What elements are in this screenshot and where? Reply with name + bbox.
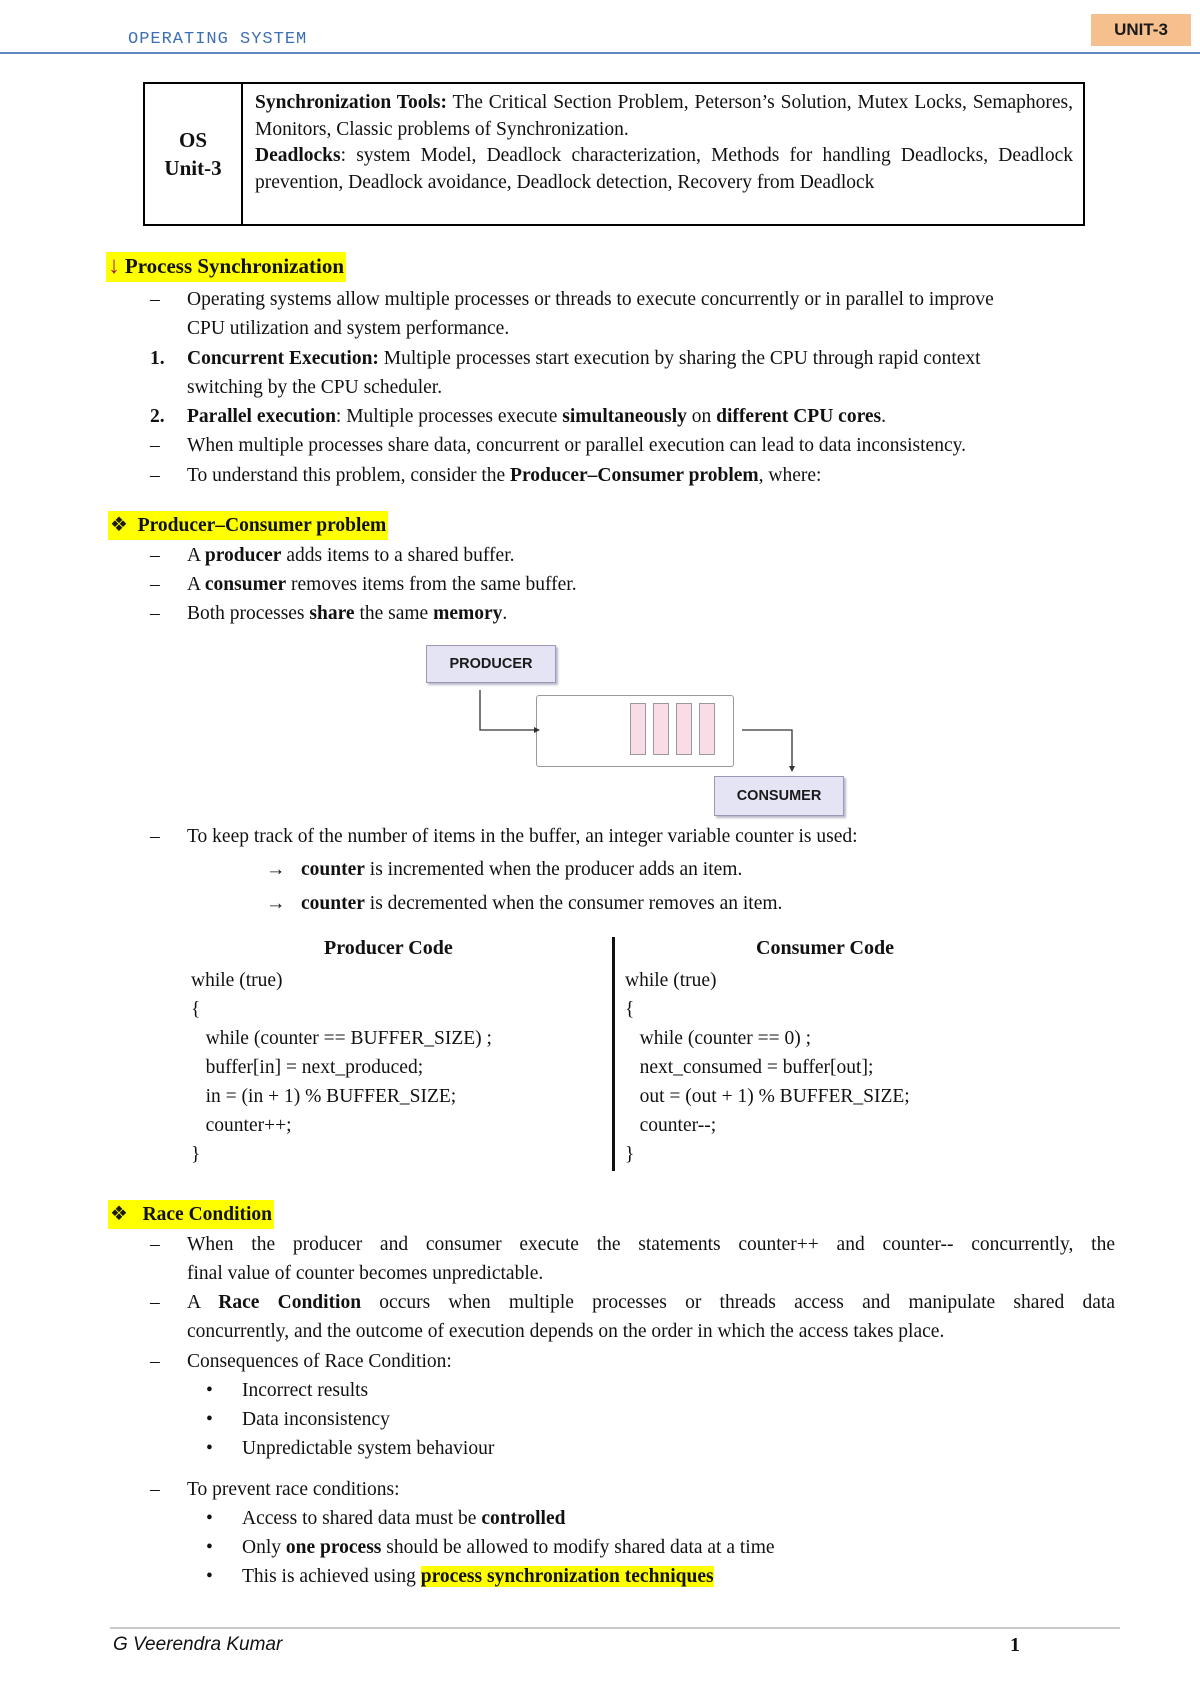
- code-line: while (counter == 0) ;: [625, 1028, 812, 1049]
- syllabus-table: [143, 82, 1085, 226]
- concurrent-exec-line-1: [187, 344, 1115, 373]
- code-line: }: [191, 1144, 201, 1165]
- producer-code: [191, 966, 492, 1169]
- right-arrow-icon: →: [266, 893, 286, 914]
- prevent-item: [242, 1504, 565, 1533]
- diamond-icon: ❖: [110, 1203, 128, 1225]
- race-desc-line-1: When the producer and consumer execute the statements counter++ and counter-- concurrently, the: [187, 1234, 1115, 1255]
- deadlock-topics: [255, 143, 1073, 196]
- item-number: 1.: [150, 348, 165, 369]
- text-span: removes items from the same buffer.: [286, 574, 577, 595]
- consequence-item: Unpredictable system behaviour: [242, 1438, 495, 1459]
- race-def-line-2: concurrently, and the outcome of execution depends on the order in which the access takes place.: [187, 1321, 945, 1342]
- text-span: different CPU cores: [716, 406, 882, 427]
- consumer-code: [625, 966, 910, 1169]
- sync-label: Synchronization Tools:: [255, 92, 447, 113]
- code-line: }: [625, 1144, 635, 1165]
- dash-bullet: –: [150, 1351, 160, 1372]
- consumer-box: CONSUMER: [714, 776, 844, 816]
- understand-line: [187, 461, 1115, 490]
- code-divider: [612, 937, 615, 1171]
- prevent-item: [242, 1562, 714, 1591]
- dash-bullet: –: [150, 1479, 160, 1500]
- text-span: memory: [433, 603, 503, 624]
- code-line: next_consumed = buffer[out];: [625, 1057, 874, 1078]
- process-sync-heading: [106, 252, 346, 282]
- code-line: {: [625, 999, 635, 1020]
- footer-author: G Veerendra Kumar: [113, 1634, 283, 1655]
- parallel-exec-label: Parallel execution: [187, 406, 336, 427]
- intro-line-2: CPU utilization and system performance.: [187, 318, 510, 339]
- text-span: Race Condition: [218, 1292, 362, 1313]
- code-line: while (counter == BUFFER_SIZE) ;: [191, 1028, 492, 1049]
- down-arrow-icon: ↓: [108, 253, 120, 279]
- header-rule: [0, 52, 1200, 54]
- text-span: controlled: [481, 1508, 566, 1529]
- text-span: .: [881, 406, 886, 427]
- producer-desc: [187, 541, 1115, 570]
- arrowhead-icon: [534, 727, 540, 733]
- consequences-title: Consequences of Race Condition:: [187, 1351, 452, 1372]
- sync-topics: [255, 90, 1073, 143]
- dash-bullet: –: [150, 465, 160, 486]
- code-line: buffer[in] = next_produced;: [191, 1057, 424, 1078]
- process-sync-title: Process Synchronization: [124, 254, 345, 278]
- code-line: out = (out + 1) % BUFFER_SIZE;: [625, 1086, 910, 1107]
- text-span: is incremented when the producer adds an item.: [364, 859, 743, 880]
- share-data-line: When multiple processes share data, concurrent or parallel execution can lead to data inconsistency.: [187, 435, 966, 456]
- unit-badge: UNIT-3: [1091, 14, 1191, 46]
- race-desc-line-2: final value of counter becomes unpredictable.: [187, 1263, 544, 1284]
- code-line: {: [191, 999, 201, 1020]
- bullet-icon: •: [206, 1409, 213, 1430]
- bullet-icon: •: [206, 1537, 213, 1558]
- consumer-arrow: [742, 730, 792, 766]
- consequence-item: Data inconsistency: [242, 1409, 390, 1430]
- code-line: in = (in + 1) % BUFFER_SIZE;: [191, 1086, 457, 1107]
- deadlock-label: Deadlocks: [255, 145, 341, 166]
- text-span: share: [309, 603, 355, 624]
- dash-bullet: –: [150, 545, 160, 566]
- bullet-icon: •: [206, 1508, 213, 1529]
- text-span: should be allowed to modify shared data at a time: [381, 1537, 775, 1558]
- text-span: producer: [204, 545, 282, 566]
- text-span: A: [187, 545, 205, 566]
- text-span: one process: [285, 1537, 382, 1558]
- unit-os-label: OS: [178, 128, 207, 152]
- parallel-exec-line: [187, 402, 1115, 431]
- unit-number-label: Unit-3: [164, 156, 222, 180]
- counter-decrement-line: [301, 889, 782, 918]
- bullet-icon: •: [206, 1380, 213, 1401]
- race-condition-heading: [108, 1200, 274, 1229]
- bullet-icon: •: [206, 1438, 213, 1459]
- right-arrow-icon: →: [266, 859, 286, 880]
- text-span: Only: [242, 1537, 286, 1558]
- text-span: : Multiple processes execute: [335, 406, 563, 427]
- race-def-line-1: [187, 1288, 1115, 1317]
- text-span: the same: [354, 603, 434, 624]
- diagram-arrows: [470, 690, 800, 775]
- deadlock-text: : system Model, Deadlock characterization, Methods for handling Deadlocks, Deadlock prevention, Deadlock avoidance, Deadlock detection, Recovery from Deadlock: [255, 145, 1073, 193]
- dash-bullet: –: [150, 826, 160, 847]
- text-span: , where:: [758, 465, 822, 486]
- text-span: Producer–Consumer problem: [510, 465, 759, 486]
- concurrent-exec-label: Concurrent Execution:: [187, 348, 379, 369]
- text-span: counter: [301, 859, 365, 880]
- consequence-item: Incorrect results: [242, 1380, 369, 1401]
- text-span: simultaneously: [562, 406, 687, 427]
- dash-bullet: –: [150, 1234, 160, 1255]
- dash-bullet: –: [150, 1292, 160, 1313]
- intro-line-1: Operating systems allow multiple processes or threads to execute concurrently or in parallel to improve: [187, 289, 994, 310]
- footer-rule: [110, 1627, 1120, 1629]
- diamond-icon: ❖: [110, 514, 128, 536]
- consumer-code-title: Consumer Code: [756, 937, 894, 959]
- producer-consumer-heading: [108, 511, 388, 540]
- prevent-item: [242, 1533, 775, 1562]
- page-number: 1: [1010, 1634, 1020, 1656]
- item-number: 2.: [150, 406, 165, 427]
- text-span: Access to shared data must be: [242, 1508, 482, 1529]
- text-span: A: [187, 574, 205, 595]
- concurrent-exec-line-2: switching by the CPU scheduler.: [187, 377, 443, 398]
- sync-text: The Critical Section Problem, Peterson’s Solution, Mutex Locks, Semaphores, Monitors, Classic problems of Synchronization.: [255, 92, 1074, 140]
- text-span: A: [187, 1292, 219, 1313]
- counter-increment-line: [301, 855, 742, 884]
- dash-bullet: –: [150, 574, 160, 595]
- header-title: OPERATING SYSTEM: [128, 30, 308, 49]
- highlighted-text: process synchronization techniques: [420, 1566, 714, 1587]
- text-span: This is achieved using: [242, 1566, 421, 1587]
- code-line: while (true): [625, 970, 717, 991]
- dash-bullet: –: [150, 289, 160, 310]
- producer-arrow: [480, 690, 534, 730]
- producer-code-title: Producer Code: [324, 937, 453, 959]
- shared-memory-desc: [187, 599, 1115, 628]
- arrowhead-icon: [789, 766, 795, 772]
- code-line: counter--;: [625, 1115, 717, 1136]
- text-span: adds items to a shared buffer.: [281, 545, 515, 566]
- text-span: is decremented when the consumer removes an item.: [364, 893, 783, 914]
- text-span: counter: [301, 893, 365, 914]
- syllabus-topics-cell: [243, 84, 1083, 224]
- code-line: while (true): [191, 970, 283, 991]
- text-span: .: [502, 603, 508, 624]
- text-span: occurs when multiple processes or threads access and manipulate shared data: [361, 1292, 1115, 1313]
- producer-box: PRODUCER: [426, 645, 556, 683]
- bullet-icon: •: [206, 1566, 213, 1587]
- consumer-desc: [187, 570, 1115, 599]
- code-line: counter++;: [191, 1115, 292, 1136]
- syllabus-unit-cell: [145, 84, 243, 224]
- text-span: To understand this problem, consider the: [187, 465, 511, 486]
- text-span: consumer: [204, 574, 287, 595]
- dash-bullet: –: [150, 435, 160, 456]
- counter-intro: To keep track of the number of items in the buffer, an integer variable counter is used:: [187, 826, 858, 847]
- text-span: Both processes: [187, 603, 310, 624]
- prevent-title: To prevent race conditions:: [187, 1479, 400, 1500]
- race-condition-title: Race Condition: [142, 1204, 273, 1225]
- producer-consumer-title: Producer–Consumer problem: [137, 515, 387, 536]
- dash-bullet: –: [150, 603, 160, 624]
- concurrent-exec-text: Multiple processes start execution by sharing the CPU through rapid context: [378, 348, 981, 369]
- text-span: on: [686, 406, 717, 427]
